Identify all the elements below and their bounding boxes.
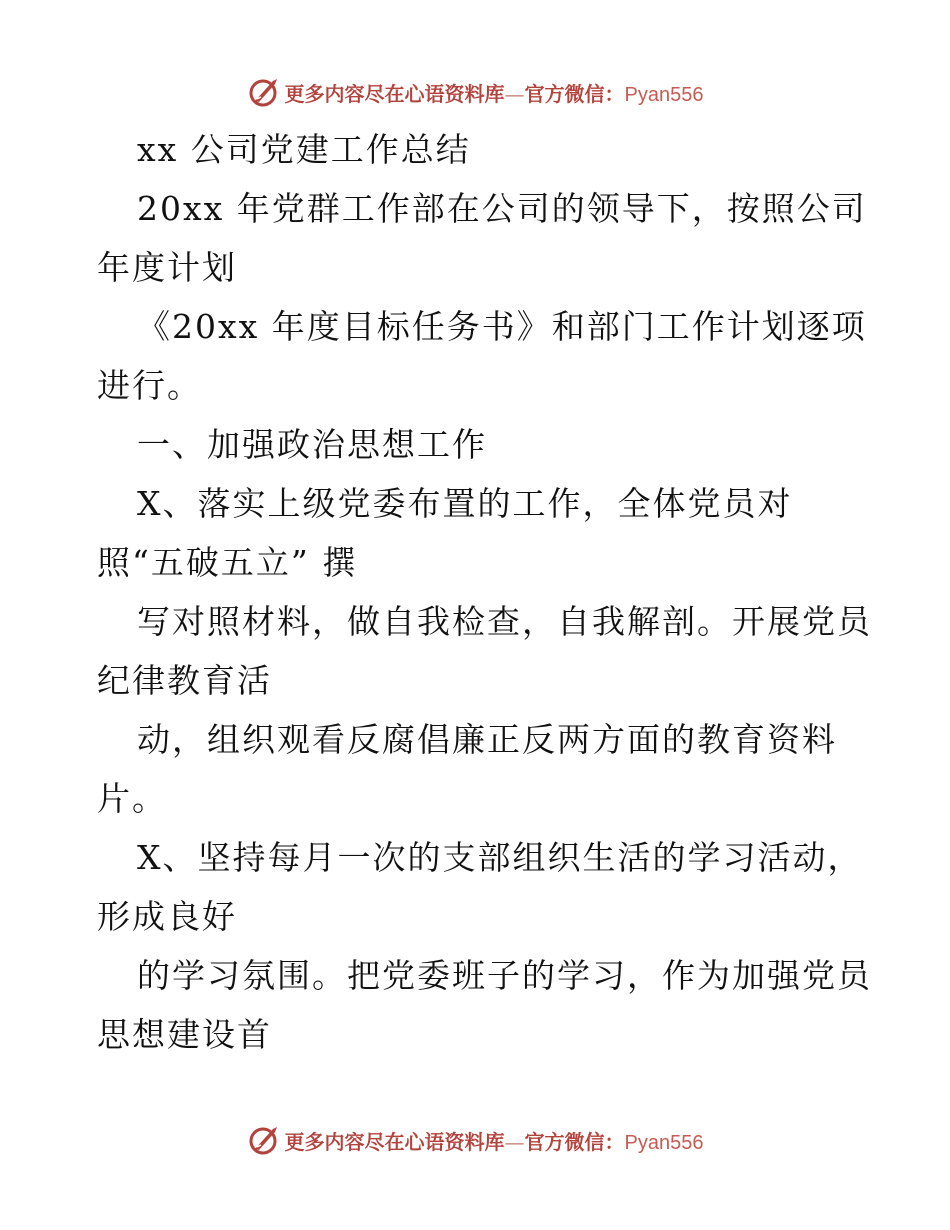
paragraph-line: 写对照材料，做自我检查，自我解剖。开展党员	[137, 602, 872, 641]
header-watermark	[0, 72, 950, 112]
paragraph-line: 20xx 年党群工作部在公司的领导下，按照公司	[137, 189, 867, 228]
paragraph-line: 思想建设首	[97, 1015, 272, 1054]
watermark-wechat-id: Pyan556	[624, 1131, 704, 1154]
paragraph-line: 形成良好	[97, 897, 237, 936]
paragraph-line: 进行。	[97, 366, 202, 405]
paragraph-line: 纪律教育活	[97, 661, 272, 700]
paragraph-line: X、落实上级党委布置的工作，全体党员对	[137, 484, 793, 523]
paragraph-line: 年度计划	[97, 248, 237, 287]
watermark-wechat-id: Pyan556	[624, 83, 704, 106]
paragraph-line: 照“五破五立” 撰	[97, 543, 358, 582]
watermark-suffix: 官方微信：	[524, 1129, 625, 1154]
document-body	[97, 120, 872, 1064]
watermark-text	[285, 1126, 704, 1155]
document-title: xx 公司党建工作总结	[137, 130, 471, 169]
paragraph-line: 的学习氛围。把党委班子的学习，作为加强党员	[137, 956, 872, 995]
paragraph-line: 片。	[97, 779, 167, 818]
watermark-separator: —	[504, 1129, 525, 1154]
watermark-suffix: 官方微信：	[524, 81, 625, 106]
quill-pen-circle-icon	[247, 1123, 281, 1157]
paragraph-line: 动，组织观看反腐倡廉正反两方面的教育资料	[137, 720, 837, 759]
paragraph-line: 《20xx 年度目标任务书》和部门工作计划逐项	[137, 307, 867, 346]
watermark-slogan: 更多内容尽在心语资料库	[284, 1129, 505, 1154]
footer-watermark	[0, 1120, 950, 1160]
quill-pen-circle-icon	[247, 75, 281, 109]
watermark-slogan: 更多内容尽在心语资料库	[284, 81, 505, 106]
paragraph-line: X、坚持每月一次的支部组织生活的学习活动，	[137, 838, 863, 877]
section-heading: 一、加强政治思想工作	[137, 425, 487, 464]
watermark-separator: —	[504, 81, 525, 106]
watermark-text	[285, 78, 704, 107]
